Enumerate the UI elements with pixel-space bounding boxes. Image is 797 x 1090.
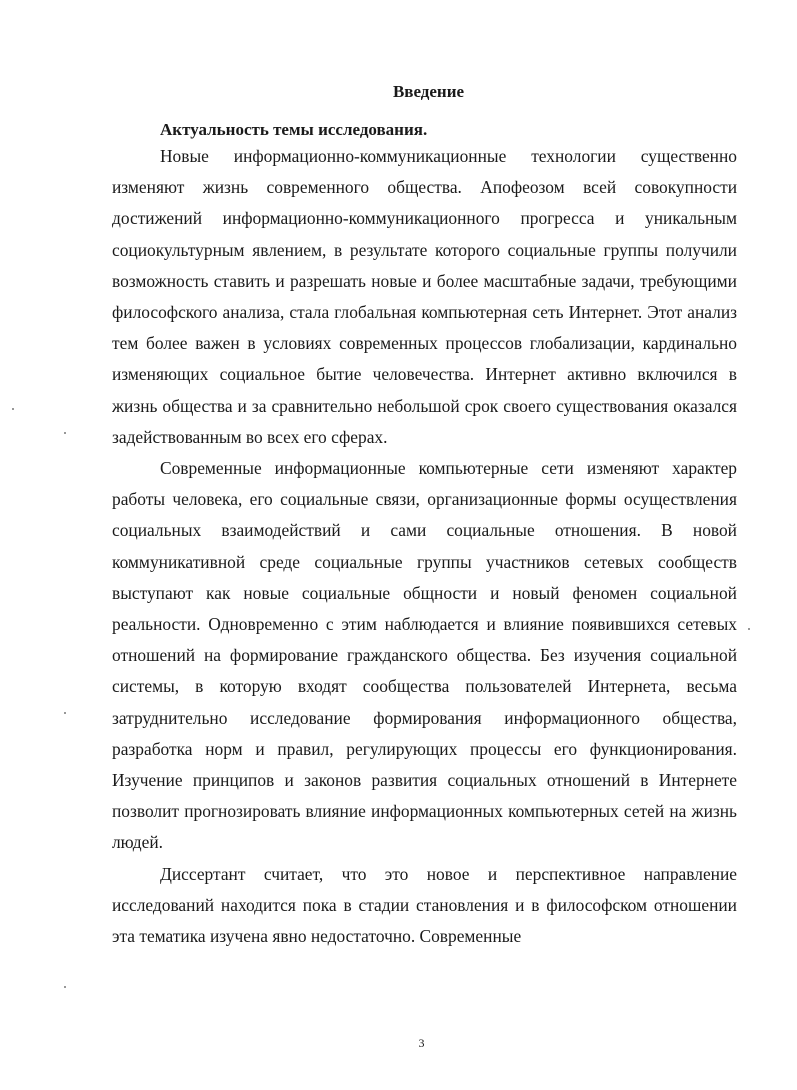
paragraph-1: Новые информационно-коммуникационные технологии существенно изменяют жизнь современного общества. Апофеозом всей совокупности достижений информационно-коммуникационного прогресса и уникальным социокультурным явлением, в результате которого социальные группы получили возможность ставить и разрешать новые и более масштабные задачи, требующими философского анализа, стала глобальная компьютерная сеть Интернет. Этот анализ тем более важен в условиях современных процессов глобализации, кардинально изменяющих социальное бытие человечества. Интернет активно включился в жизнь общества и за сравнительно небольшой срок своего существования оказался задействованным во всех его сферах. xyxy=(112,146,737,447)
scan-speck xyxy=(64,432,66,434)
scan-speck xyxy=(64,986,66,988)
paragraph-3: Диссертант считает, что это новое и перспективное направление исследований находится пока в стадии становления и в философском отношении эта тематика изучена явно недостаточно. Современные xyxy=(112,863,737,947)
subsection-heading: Актуальность темы исследования. xyxy=(160,120,428,139)
scan-speck xyxy=(748,628,750,630)
body-text xyxy=(112,141,737,952)
paragraph-2: Современные информационные компьютерные сети изменяют характер работы человека, его социальные связи, организационные формы осуществления социальных взаимодействий и сами социальные отношения. В новой коммуникативной среде социальные группы участников сетевых сообществ выступают как новые социальные общности и новый феномен социальной реальности. Одновременно с этим наблюдается и влияние появившихся сетевых отношений на формирование гражданского общества. Без изучения социальной системы, в которую входят сообщества пользователей Интернета, весьма затруднительно исследование формирования информационного общества, разработка норм и правил, регулирующих процессы его функционирования. Изучение принципов и законов развития социальных отношений в Интернете позволит прогнозировать влияние информационных компьютерных сетей на жизнь людей. xyxy=(112,458,737,853)
page-number: 3 xyxy=(418,1036,425,1050)
scan-speck xyxy=(64,712,66,714)
scan-speck xyxy=(12,408,14,410)
section-heading: Введение xyxy=(392,82,465,101)
